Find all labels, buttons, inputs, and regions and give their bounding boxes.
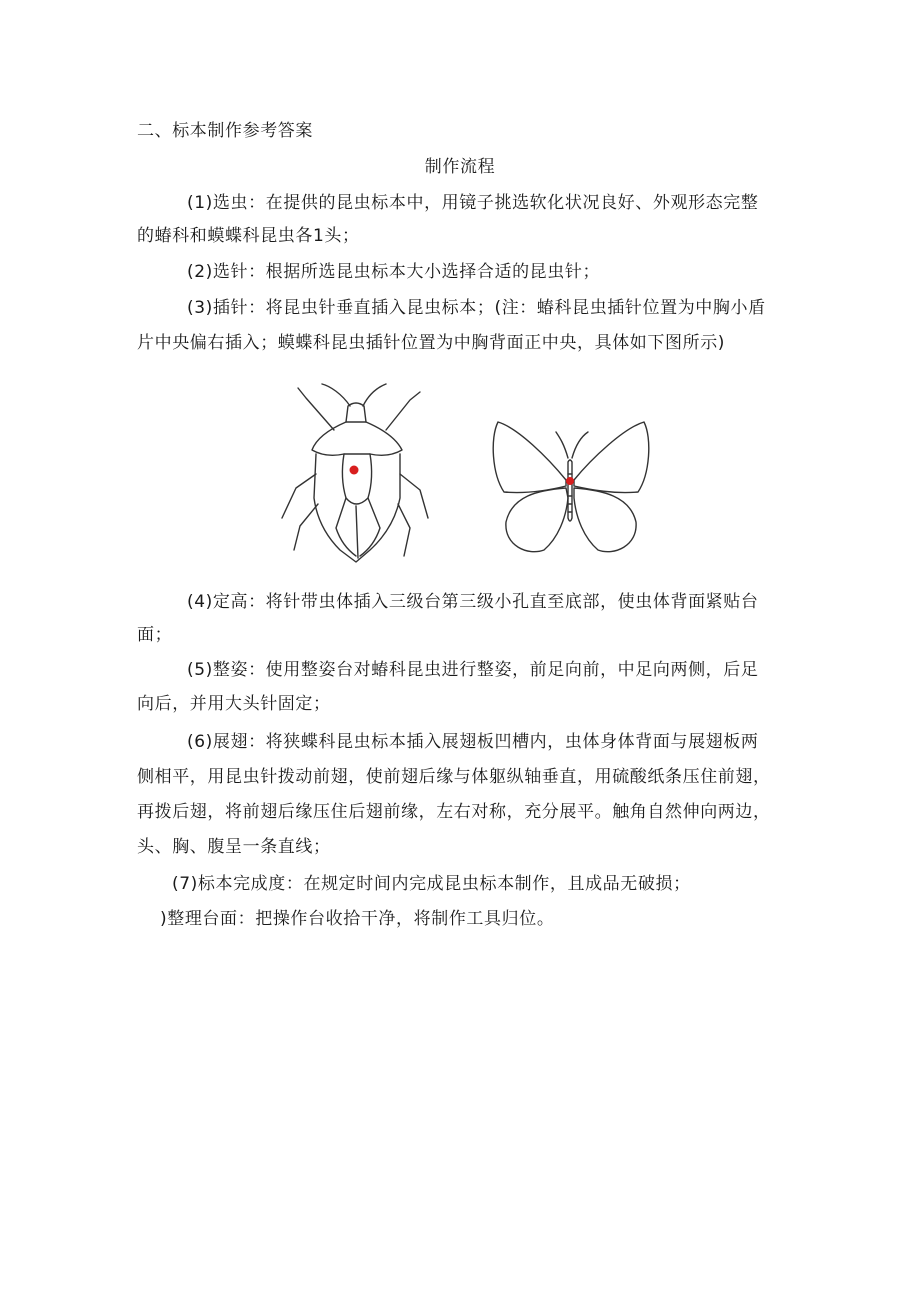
- step-6-line-3: 再拨后翅，将前翅后缘压住后翅前缘，左右对称，充分展平。触角自然伸向两边，: [137, 802, 771, 822]
- step-5-line-1: (5)整姿：使用整姿台对蝽科昆虫进行整姿，前足向前，中足向两侧，后足: [187, 660, 759, 680]
- step-2-line-1: (2)选针：根据所选昆虫标本大小选择合适的昆虫针；: [187, 262, 601, 282]
- pin-position-illustration: [270, 378, 670, 573]
- butterfly-drawing: [493, 422, 649, 552]
- step-4-line-2: 面；: [137, 625, 173, 645]
- stink-bug-drawing: [282, 384, 428, 562]
- process-title: 制作流程: [424, 157, 496, 177]
- section-heading: 二、标本制作参考答案: [137, 121, 313, 141]
- step-6-line-2: 侧相平，用昆虫针拨动前翅，使前翅后缘与体躯纵轴垂直，用硫酸纸条压住前翅，: [137, 767, 771, 787]
- step-6-line-1: (6)展翅：将狭蝶科昆虫标本插入展翅板凹槽内，虫体身体背面与展翅板两: [187, 732, 759, 752]
- stink-bug-pin-dot: [350, 466, 359, 475]
- step-1-line-1: (1)选虫：在提供的昆虫标本中，用镜子挑选软化状况良好、外观形态完整: [187, 193, 759, 213]
- butterfly-pin-dot: [566, 477, 574, 485]
- step-8-line-1: )整理台面：把操作台收拾干净，将制作工具归位。: [160, 909, 555, 929]
- step-7-line-1: (7)标本完成度：在规定时间内完成昆虫标本制作，且成品无破损；: [172, 874, 691, 894]
- step-6-line-4: 头、胸、腹呈一条直线；: [137, 837, 331, 857]
- step-1-line-2: 的蝽科和蟆蝶科昆虫各1头；: [137, 226, 360, 246]
- step-3-line-2: 片中央偏右插入；蟆蝶科昆虫插针位置为中胸背面正中央，具体如下图所示): [137, 333, 726, 353]
- pin-position-figures: [270, 378, 670, 573]
- step-3-line-1: (3)插针：将昆虫针垂直插入昆虫标本；(注：蝽科昆虫插针位置为中胸小盾: [187, 298, 766, 318]
- step-4-line-1: (4)定高：将针带虫体插入三级台第三级小孔直至底部，使虫体背面紧贴台: [187, 592, 759, 612]
- step-5-line-2: 向后，并用大头针固定；: [137, 694, 331, 714]
